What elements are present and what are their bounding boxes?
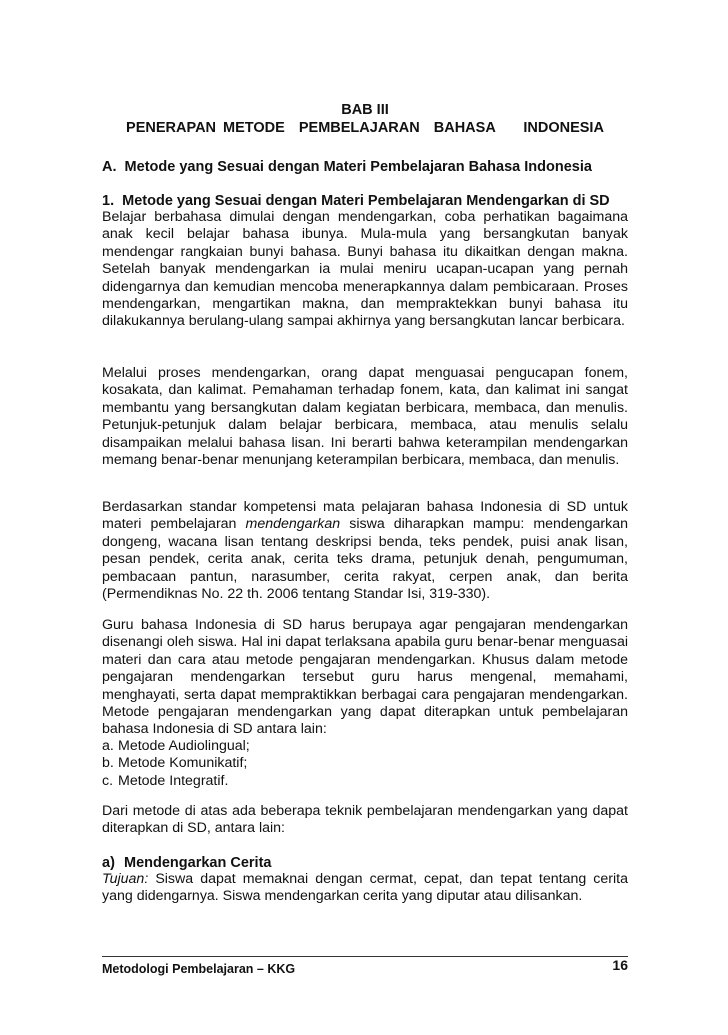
paragraph-1 — [102, 209, 628, 331]
list-item-text: Metode Audiolingual; — [118, 738, 250, 754]
footer-divider — [102, 956, 628, 957]
list-marker: a. — [102, 738, 114, 754]
list-marker: b. — [102, 755, 114, 772]
list-item — [102, 755, 628, 772]
paragraph-3-text-end: siswa diharapkan mampu: mendengarkan dongeng, wacana lisan tentang deskripsi benda, teks pendek, puisi anak lisan, pesan pendek, cerita anak, cerita teks drama, petunjuk denah, pengumuman, pembacaan pantun, narasumber, cerita rakyat, cerpen anak, dan berita (Permendiknas No. 22 th. 2006 tentang Standar Isi, 319-330). — [102, 516, 628, 603]
list-marker: c. — [102, 772, 114, 789]
chapter-number: BAB III — [341, 102, 389, 118]
list-item — [102, 738, 628, 755]
paragraph-4-text: Guru bahasa Indonesia di SD harus berupaya agar pengajaran mendengarkan disenangi oleh siswa. Hal ini dapat terlaksana apabila guru benar-benar menguasai materi dan cara atau metode pengajaran mendengarkan. Khusus dalam metode pengajaran mendengarkan tersebut guru harus mengenal, memahami, menghayati, serta dapat mempraktikkan berbagai cara pengajaran mendengarkan. Metode pengajaran mendengarkan yang dapat diterapkan untuk pembelajaran bahasa Indonesia di SD antara lain: — [102, 617, 628, 738]
list-item-text: Metode Integratif. — [118, 772, 229, 789]
section-heading-a: A. Metode yang Sesuai dengan Materi Pembelajaran Bahasa Indonesia — [102, 159, 592, 175]
paragraph-2-text: Melalui proses mendengarkan, orang dapat menguasai pengucapan fonem, kosakata, dan kalimat. Pemahaman terhadap fonem, kata, dan kalimat ini sangat membantu yang bersangkutan dalam kegiatan berbicara, membaca, dan menulis. Petunjuk-petunjuk dalam belajar berbicara, membaca, atau menulis selalu disampaikan melalui bahasa lisan. Ini berarti bahwa keterampilan mendengarkan memang benar-benar menunjang keterampilan berbicara, membaca, dan menulis. — [102, 365, 628, 469]
list-item — [102, 773, 628, 790]
paragraph-3 — [102, 499, 628, 603]
paragraph-5-text: Dari metode di atas ada beberapa teknik pembelajaran mendengarkan yang dapat diterapkan di SD, antara lain: — [102, 803, 628, 837]
technique-marker: a) — [102, 855, 115, 871]
paragraph-6-text: Siswa dapat memaknai dengan cermat, cepat, dan tepat tentang cerita yang didengarnya. Siswa mendengarkan cerita yang diputar atau dilisankan. — [102, 871, 628, 905]
subsection-heading-1: 1. Metode yang Sesuai dengan Materi Pembelajaran Mendengarkan di SD — [102, 193, 610, 209]
chapter-title: PENERAPAN METODE PEMBELAJARAN BAHASA INDONESIA — [126, 120, 604, 136]
technique-title: Mendengarkan Cerita — [124, 855, 272, 871]
emphasis-mendengarkan: mendengarkan — [245, 516, 341, 533]
paragraph-1-text: Belajar berbahasa dimulai dengan mendengarkan, coba perhatikan bagaimana anak kecil belajar bahasa ibunya. Mula-mula yang bersangkutan banyak mendengar rangkaian bunyi bahasa. Bunyi bahasa itu dikaitkan dengan makna. Setelah banyak mendengarkan ia mulai meniru ucapan-ucapan yang pernah didengarnya dan kemudian mencoba menerapkannya dalam pembicaraan. Proses mendengarkan, mengartikan makna, dan mempraktekkan bunyi bahasa itu dilakukannya berulang-ulang sampai akhirnya yang bersangkutan lancar berbicara. — [102, 209, 628, 330]
chapter-heading — [102, 101, 628, 137]
tujuan-label: Tujuan: — [102, 871, 149, 887]
paragraph-2 — [102, 365, 628, 469]
list-item-text: Metode Komunikatif; — [118, 755, 248, 772]
footer-title: Metodologi Pembelajaran – KKG — [102, 962, 296, 976]
paragraph-6 — [102, 871, 628, 906]
paragraph-3-text-start: Berdasarkan standar kompetensi mata pelajaran bahasa Indonesia di SD untuk materi pembelajaran — [102, 499, 628, 533]
page-number: 16 — [612, 957, 628, 973]
paragraph-5 — [102, 803, 628, 838]
methods-list — [102, 738, 628, 790]
paragraph-4 — [102, 617, 628, 739]
technique-heading-a — [102, 854, 628, 872]
